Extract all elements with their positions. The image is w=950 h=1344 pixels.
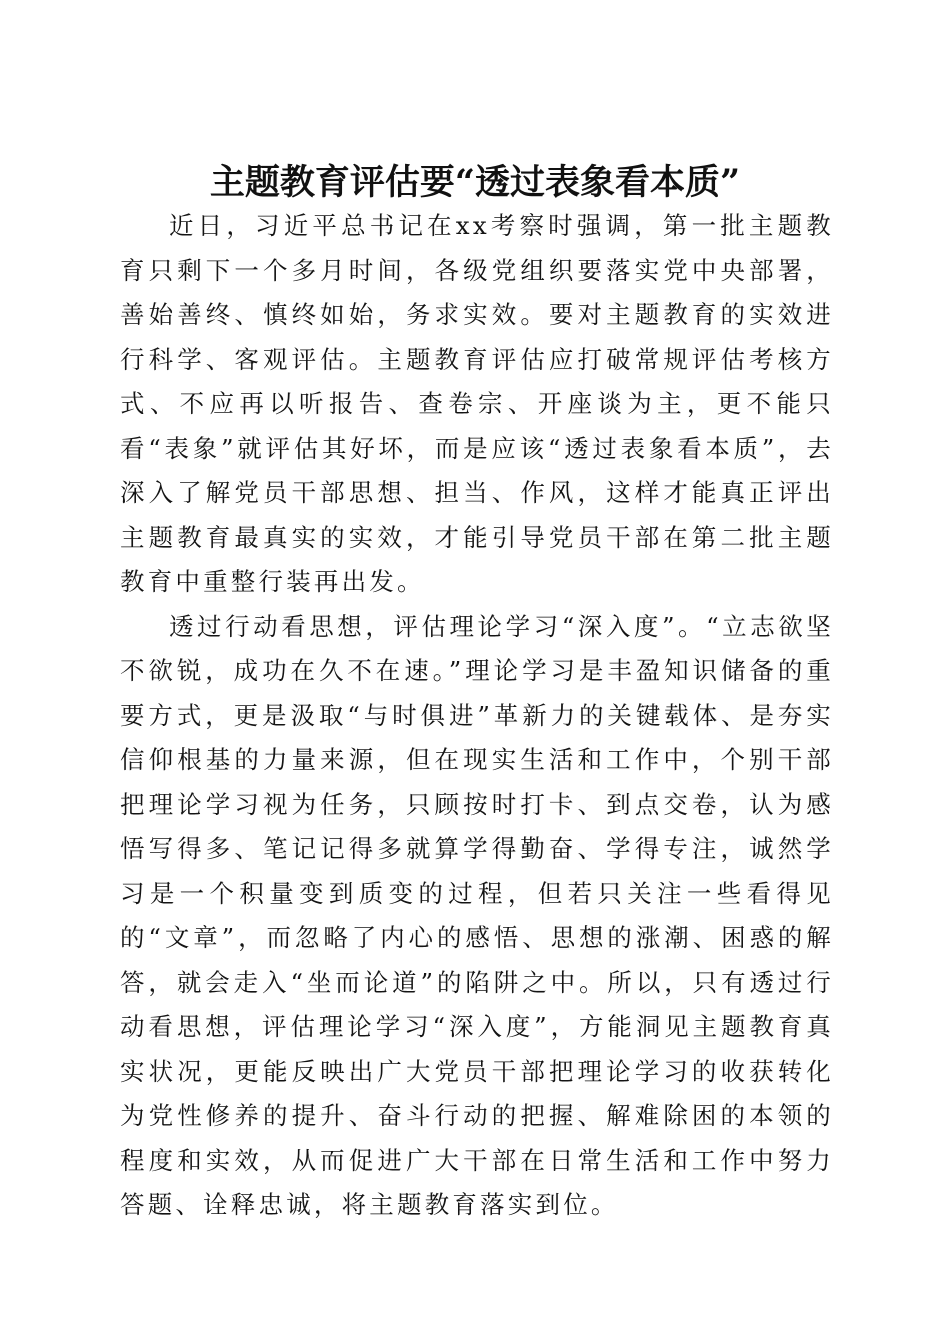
- document-title: 主题教育评估要“透过表象看本质”: [209, 162, 741, 204]
- paragraph-intro: 近日，习近平总书记在xx考察时强调，第一批主题教育只剩下一个多月时间，各级党组织要落实党中央部署，善始善终、慎终如始，务求实效。要对主题教育的实效进行科学、客观评估。主题教育评估应打破常规评估考核方式、不应再以听报告、查卷宗、开座谈为主，更不能只看“表象”就评估其好坏，而是应该“透过表象看本质”，去深入了解党员干部思想、担当、作风，这样才能真正评出主题教育最真实的实效，才能引导党员干部在第二批主题教育中重整行装再出发。: [120, 211, 834, 596]
- paragraph-theory-study: 透过行动看思想，评估理论学习“深入度”。“立志欲坚不欲锐，成功在久不在速。”理论学习是丰盈知识储备的重要方式，更是汲取“与时俱进”革新力的关键载体、是夯实信仰根基的力量来源，但在现实生活和工作中，个别干部把理论学习视为任务，只顾按时打卡、到点交卷，认为感悟写得多、笔记记得多就算学得勤奋、学得专注，诚然学习是一个积量变到质变的过程，但若只关注一些看得见的“文章”，而忽略了内心的感悟、思想的涨潮、困惑的解答，就会走入“坐而论道”的陷阱之中。所以，只有透过行动看思想，评估理论学习“深入度”，方能洞见主题教育真实状况，更能反映出广大党员干部把理论学习的收获转化为党性修养的提升、奋斗行动的把握、解难除困的本领的程度和实效，从而促进广大干部在日常生活和工作中努力答题、诠释忠诚，将主题教育落实到位。: [120, 611, 834, 1219]
- document-body: [120, 204, 834, 1228]
